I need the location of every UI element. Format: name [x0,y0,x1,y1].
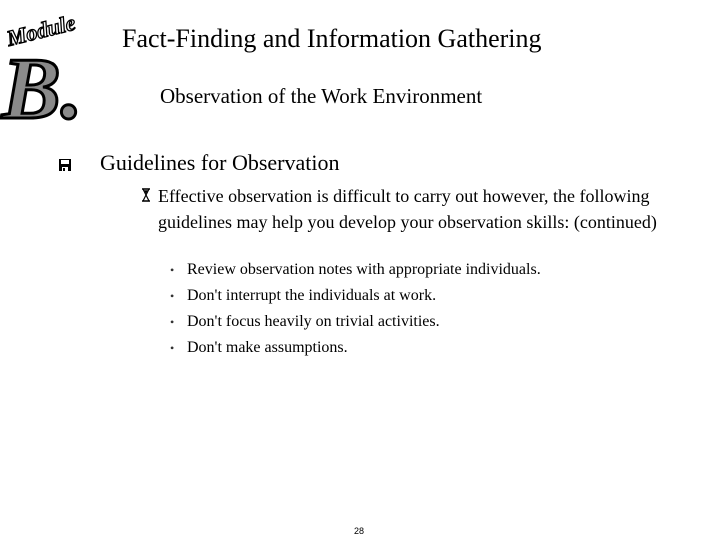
list-item-text: Don't make assumptions. [187,339,348,356]
bullet-dot-icon: • [170,289,175,303]
slide-subtitle: Observation of the Work Environment [160,84,483,108]
bullet-dot-icon: • [170,315,175,329]
logo-letter: B. [2,41,83,126]
logo-module-text: Module [4,9,78,51]
floppy-disk-icon [58,158,72,172]
bullet-dot-icon: • [170,263,175,277]
guidelines-list [170,258,541,362]
list-item-text: Review observation notes with appropriate individuals. [187,261,541,278]
slide-title: Fact-Finding and Information Gathering [122,24,542,53]
list-item [170,336,541,362]
level2-bullet-text: Effective observation is difficult to carry out however, the following guidelines may help you develop your observation skills: (continued) [158,186,657,232]
list-item-text: Don't focus heavily on trivial activities. [187,313,440,330]
hourglass-icon [140,188,152,202]
module-b-logo [0,0,104,126]
page-number: 28 [354,526,365,536]
list-item [170,258,541,284]
list-item [170,284,541,310]
level1-bullet-text: Guidelines for Observation [100,150,340,175]
bullet-dot-icon: • [170,341,175,355]
list-item [170,310,541,336]
list-item-text: Don't interrupt the individuals at work. [187,287,437,304]
